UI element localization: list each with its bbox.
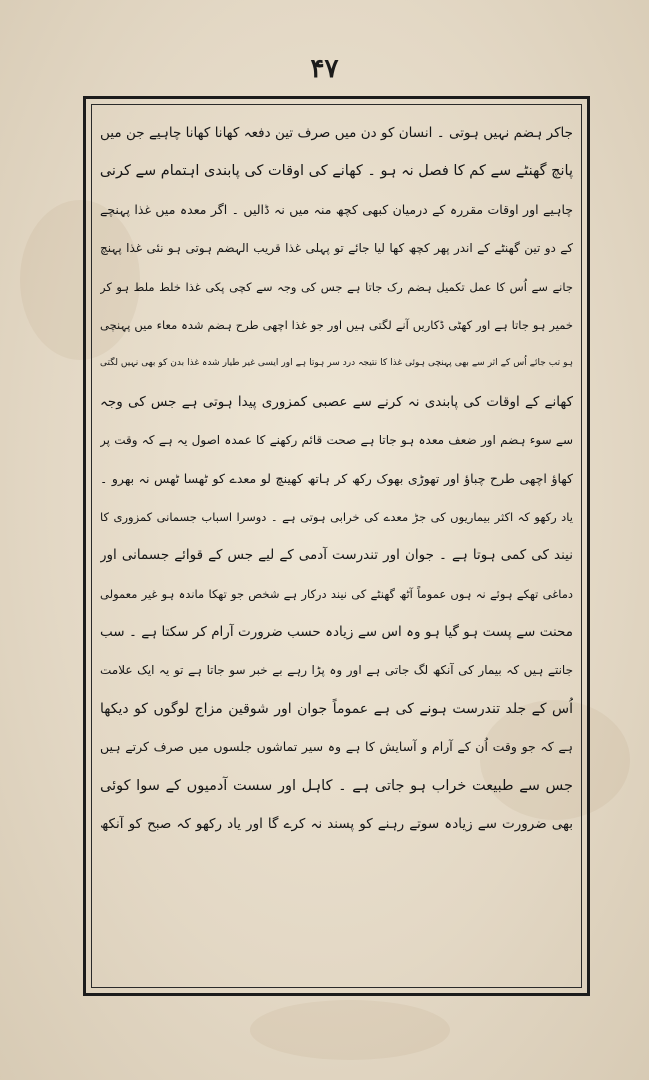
text-line: پانچ گھنٹے سے کم کا فصل نہ ہو ۔ کھانے کی اوقات کی پابندی اہتمام سے کرنی: [100, 163, 573, 180]
text-line: جانتے ہیں کہ بیمار کی آنکھ لگ جاتی ہے اور وہ پڑا رہے بے خبر سو جاتا ہے تو یہ ایک علامت: [100, 663, 573, 678]
text-line: ہے کہ جو وقت اُن کے آرام و آسایش کا ہے وہ سیر تماشوں جلسوں میں صرف کرتے ہیں: [100, 739, 573, 755]
text-line: چاہیے اور اوقات مقررہ کے درمیان کبھی کچھ منہ میں نہ ڈالیں ۔ اگر معدہ میں غذا پہنچے: [100, 201, 573, 217]
body-text: [100, 114, 573, 984]
text-line: جس سے طبیعت خراب ہو جاتی ہے ۔ کاہل اور سست آدمیوں کے سوا کوئی: [100, 777, 573, 794]
text-line: جانے سے اُس کا عمل تکمیل ہضم رک جاتا ہے جس کی وجہ سے کچی پکی غذا خلط ملط ہو کر: [100, 279, 573, 294]
text-line: دماغی تھکے ہوئے نہ ہوں عموماً آٹھ گھنٹے کی نیند درکار ہے شخص جو تھکا ماندہ ہو غیر معمولی: [100, 586, 573, 601]
paper-stain: [250, 1000, 450, 1060]
text-line: کھانے کے اوقات کی پابندی نہ کرنے سے عصبی کمزوری پیدا ہوتی ہے جس کی وجہ: [100, 393, 573, 410]
text-line: نیند کی کمی ہوتا ہے ۔ جوان اور تندرست آدمی کے لیے جس کے قوائے جسمانی اور: [100, 547, 573, 564]
text-line: بھی ضرورت سے زیادہ سوتے رہنے کو پسند نہ کرے گا اور یاد رکھو کہ صبح کو آنکھ: [100, 816, 573, 833]
text-line: خمیر ہو جاتا ہے اور کھٹی ڈکاریں آنے لگتی ہیں اور جو غذا اچھی طرح ہضم شدہ معاء میں پہنچی: [100, 317, 573, 332]
text-line: محنت سے پست ہو گیا ہو وہ اس سے زیادہ حسب ضرورت آرام کر سکتا ہے ۔ سب: [100, 624, 573, 641]
text-line: جاکر ہضم نہیں ہوتی ۔ انسان کو دن میں صرف تین دفعہ کھانا کھانا چاہیے جن میں: [100, 125, 573, 141]
text-line: کے دو تین گھنٹے کے اندر پھر کچھ کھا لیا جائے تو پہلی غذا قریب الہضم ہوتی ہو نئی غذا پہنچ: [100, 241, 573, 256]
page-number: ۴۷: [310, 54, 339, 84]
text-line: اُس کے جلد تندرست ہونے کی ہے عموماً جوان اور شوقین مزاج لوگوں کو دیکھا: [100, 700, 573, 717]
text-line: یاد رکھو کہ اکثر بیماریوں کی جڑ معدے کی خرابی ہوتی ہے ۔ دوسرا اسباب جسمانی کمزوری کا: [100, 509, 573, 524]
text-line: کھاؤ اچھی طرح چباؤ اور تھوڑی بھوک رکھ کر ہاتھ کھینچ لو معدے کو ٹھسا ٹھس نہ بھرو ۔: [100, 470, 573, 486]
text-line: ہو تب جائے اُس کے اثر سے بھی پہنچی ہوئی غذا کا نتیجہ درد سر ہوتا ہے اور ایسی غیر طیار شدہ غذا بدن کو بھی نہیں لگتی: [100, 358, 573, 369]
text-line: سے سوء ہضم اور ضعف معدہ ہو جاتا ہے صحت قائم رکھنے کا عمدہ اصول یہ ہے کہ وقت پر: [100, 433, 573, 448]
